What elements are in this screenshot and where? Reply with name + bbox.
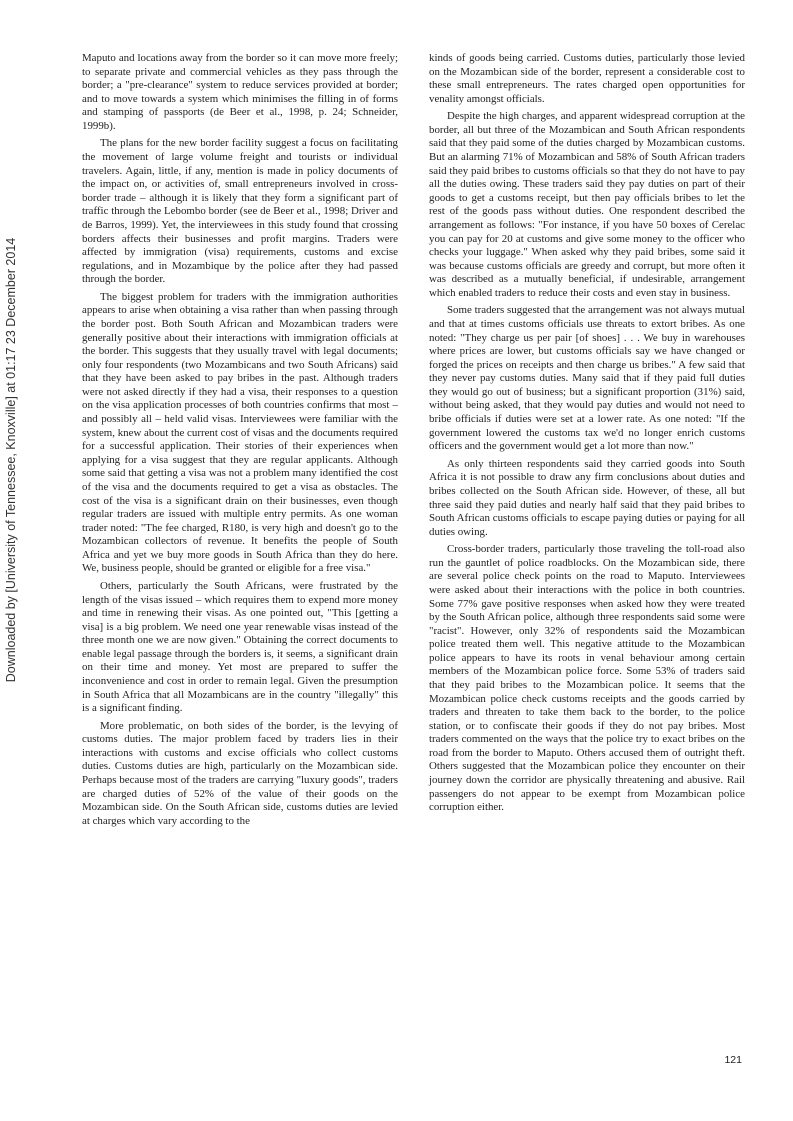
page-number: 121 [724,1054,742,1066]
paragraph: The biggest problem for traders with the immigration authorities appears to arise when obtaining a visa rather than when passing through the border post. Both South African and Mozambican traders were generally positive about their interactions with immigration officials at the border. This suggests that they usually travel with legal documents; only four respondents (two Mozambicans and two South Africans) said that they have been asked to pay bribes in the past. Although traders were not asked directly if they had a visa, their responses to a question on the visa application processes of both countries confirms that most – and possibly all – held valid visas. Interviewees were familiar with the system, knew about the current cost of visas and the documents required for a successful application. Their stories of their experiences when applying for a visa suggest that they are regular applicants. Although some said that getting a visa was not a problem many identified the cost of the visa and the documents required to get a visa as obstacles. The cost of the visa is a significant drain on their businesses, even though regular traders are issued with multiple entry permits. As one woman trader noted: "The fee charged, R180, is very high and doesn't go to the Mozambican collectors of revenue. It benefits the people of South Africa and yet we buy more goods in South Africa than they do here. We, business people, should be granted or eligible for a free visa." [82,290,398,575]
paragraph: As only thirteen respondents said they carried goods into South Africa it is not possible to draw any firm conclusions about duties and bribes collected on the South African side. However, of these, all but three said they paid duties and nearly half said that they paid bribes to South African customs officials to escape paying duties or paying for all duties owing. [429,457,745,538]
right-column [429,52,745,819]
download-stamp [2,180,20,740]
paragraph: Others, particularly the South Africans, were frustrated by the length of the visas issued – which requires them to expend more money and time in renewing their visas. As one pointed out, "This [getting a visa] is a big problem. We need one year renewable visas instead of the three month one we are now given." Obtaining the correct documents to enable legal passage through the borders is, it seems, a significant drain on their time and money. Yet most are prepared to suffer the inconvenience and cost in order to remain legal. Given the presumption in South Africa that all Mozambicans are in the country "illegally" this is a significant finding. [82,579,398,715]
paragraph: Maputo and locations away from the border so it can move more freely; to separate private and commercial vehicles as they pass through the border; a "pre-clearance" system to reduce services provided at border; and to move towards a system which minimises the filling in of forms and stamping of passports (de Beer et al., 1998, p. 24; Schneider, 1999b). [82,52,398,132]
paragraph: The plans for the new border facility suggest a focus on facilitating the movement of large volume freight and tourists or individual travelers. Again, little, if any, mention is made in policy documents of the impact on, or activities of, small entrepreneurs involved in cross-border trade – although it is likely that they form a significant part of traffic through the Lebombo border (see de Beer et al., 1998; Driver and de Barros, 1999). Yet, the interviewees in this study found that crossing borders affects their businesses and profit margins. Traders were affected by immigration (visa) requirements, customs and excise regulations, and in Mozambique by the police after they had passed through the border. [82,137,398,286]
paragraph: kinds of goods being carried. Customs duties, particularly those levied on the Mozambican side of the border, represent a considerable cost to these small entrepreneurs. The rates charged open opportunities for venality amongst officials. [429,52,745,105]
paragraph: Some traders suggested that the arrangement was not always mutual and that at times customs officials use threats to extort bribes. As one noted: "They charge us per pair [of shoes] . . . We buy in warehouses where prices are lower, but customs officials say we have changed or forged the prices on receipts and then charge us bribes." A few said that they never pay customs duties. Many said that if they paid full duties they would go out of business; but a significant proportion (31%) said, without being asked, that they would pay duties and would not need to bribe officials if duties were set at a lower rate. As one noted: "If the government lowered the customs tax we'd no longer enrich customs officers and the government would get a lot more than now." [429,304,745,453]
left-column [82,52,398,832]
paragraph: Cross-border traders, particularly those traveling the toll-road also run the gauntlet of police roadblocks. On the Mozambican side, there are several police check points on the road to Maputo. Interviewees were asked about their interactions with the police in both countries. Some 77% gave positive responses when asked how they were treated by the South African police, although three respondents said some were "racist". However, only 32% of respondents said the Mozambican police treated them well. This negative attitude to the Mozambican police appears to have its roots in venal behaviour among certain members of the Mozambican police force. Some 53% of traders said that they paid bribes to the Mozambican police. It seems that the Mozambican police check customs receipts and the goods carried by traders and threaten to take them back to the border, to the police station, or to confiscate their goods if they do not pay bribes. Most traders commented on the ways that the police try to exact bribes on the road from the border to Maputo. Others accused them of outright theft. Others suggested that the Mozambican police they encounter on their journey down the corridor are physically threatening and abusive. Rail passengers do not appear to be exempt from Mozambican police corruption either. [429,543,745,814]
paragraph: Despite the high charges, and apparent widespread corruption at the border, all but three of the Mozambican and South African respondents said that they paid some of the duties charged by Mozambican customs. But an alarming 71% of Mozambican and 58% of South African traders said they paid bribes to customs officials so that they do not have to pay all the duties owing. These traders said they pay duties on part of their goods to get a customs receipt, but then pay officials bribes to let the rest of the goods pass without duties. One respondent described the arrangement as follows: "For instance, if you have 50 boxes of Cerelac you can pay for 20 at customs and give some money to the officer who checks your luggage." When asked why they paid bribes, some said it was because customs officials are greedy and corrupt, but more often it was described as a mutually beneficial, if undesirable, arrangement which enabled traders to reduce their costs and even stay in business. [429,110,745,299]
download-stamp-text: Downloaded by [University of Tennessee, Knoxville] at 01:17 23 December 2014 [4,237,19,683]
paragraph: More problematic, on both sides of the border, is the levying of customs duties. The major problem faced by traders lies in their interactions with customs and excise officials who collect customs duties. Customs duties are high, particularly on the Mozambican side. Perhaps because most of the traders are carrying "luxury goods", traders are charged duties of 52% of the value of their goods on the Mozambican side. On the South African side, customs duties are levied at charges which vary according to the [82,719,398,827]
